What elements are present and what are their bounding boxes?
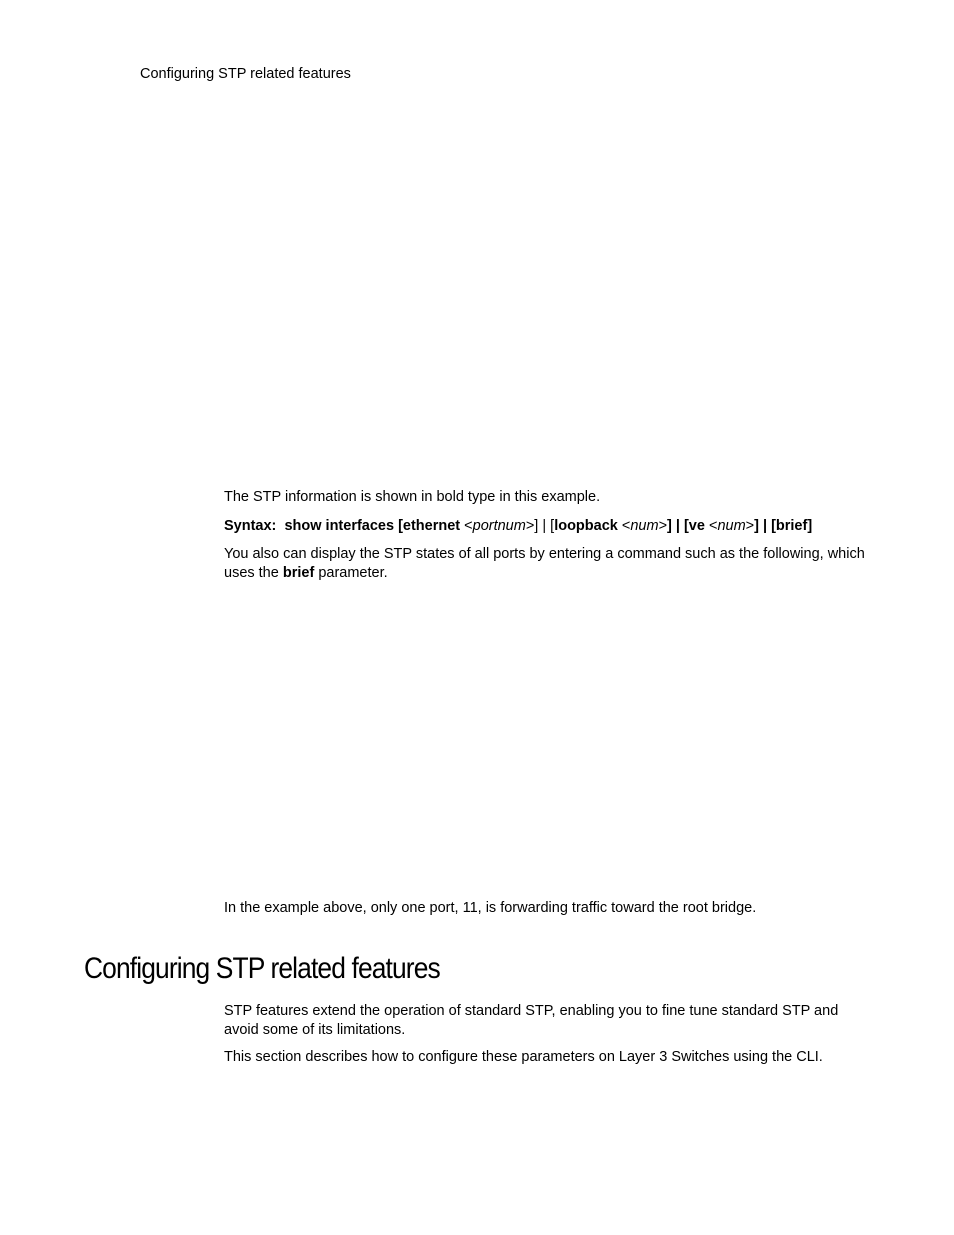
section-cli-paragraph: This section describes how to configure these parameters on Layer 3 Switches using the CLI. [224,1049,823,1065]
syntax-keyword-ve: ] | [ve [667,518,705,534]
syntax-command: show interfaces [ethernet [284,518,461,534]
syntax-bracket: < [708,518,718,534]
syntax-label: Syntax: [224,518,277,534]
brief-paragraph-text: You also can display the STP states of all ports by entering a command such as the following, which uses the [224,546,865,581]
section-heading: Configuring STP related features [84,952,440,985]
brief-keyword: brief [282,565,315,581]
section-intro-paragraph: STP features extend the operation of standard STP, enabling you to fine tune standard STP and avoid some of its limitations. [224,1003,839,1038]
syntax-keyword-loopback: loopback [554,518,618,534]
syntax-param-num: num [717,518,746,534]
syntax-param-num: num [630,518,659,534]
syntax-bracket: < [621,518,631,534]
syntax-param-portnum: portnum [472,518,526,534]
syntax-separator: ] | [ [534,518,555,534]
syntax-bracket: > [658,518,668,534]
example-note-paragraph: In the example above, only one port, 11, is forwarding traffic toward the root bridge. [224,900,757,916]
syntax-bracket: > [745,518,755,534]
syntax-bracket: < [464,518,473,534]
syntax-line [224,517,874,536]
brief-parameter-paragraph [224,545,874,583]
stp-bold-info-paragraph: The STP information is shown in bold type in this example. [224,489,601,505]
brief-paragraph-text-end: parameter. [318,565,388,581]
syntax-keyword-brief: ] | [brief] [754,518,813,534]
running-header: Configuring STP related features [140,66,351,82]
syntax-bracket: > [525,518,535,534]
